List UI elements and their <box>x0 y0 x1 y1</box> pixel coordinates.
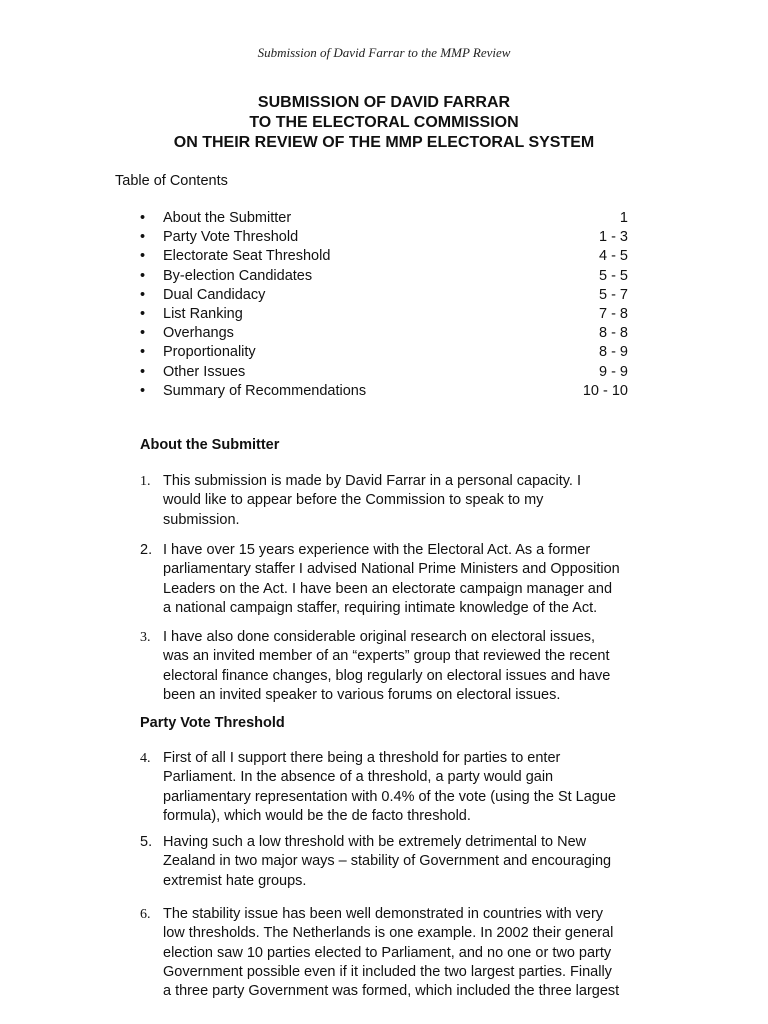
paragraph-number: 4. <box>140 751 151 766</box>
bullet-icon: • <box>140 286 146 303</box>
paragraph-number: 3. <box>140 630 151 645</box>
title-line-3: ON THEIR REVIEW OF THE MMP ELECTORAL SYSTEM <box>173 134 595 151</box>
toc-item-pages: 5 - 5 <box>598 267 628 284</box>
toc-item-label: Party Vote Threshold <box>163 229 299 246</box>
toc-item-proportionality <box>140 343 630 362</box>
paragraph-number: 2. <box>140 542 153 558</box>
toc-heading: Table of Contents <box>115 173 228 189</box>
paragraph-text: This submission is made by David Farrar in a personal capacity. I would like to appear before the Commission to speak to my submission. <box>163 473 581 528</box>
paragraph-3 <box>140 628 660 705</box>
title-line-1: SUBMISSION OF DAVID FARRAR <box>257 94 511 111</box>
bullet-icon: • <box>140 210 146 226</box>
paragraph-text: First of all I support there being a threshold for parties to enter Parliament. In the absence of a threshold, a party would gain parliamentary representation with 0.4% of the vote (using the St Lague formula), which would be the de facto threshold. <box>163 750 616 824</box>
section-heading-party-vote-threshold: Party Vote Threshold <box>140 715 285 731</box>
toc-item-label: Summary of Recommendations <box>163 382 367 399</box>
bullet-icon: • <box>140 229 146 246</box>
toc-item-label: Dual Candidacy <box>163 286 266 303</box>
toc-item-pages: 5 - 7 <box>598 286 628 303</box>
toc-item-list-ranking <box>140 305 630 324</box>
paragraph-2 <box>140 541 660 618</box>
toc-item-overhangs <box>140 324 630 343</box>
toc-item-label: Overhangs <box>163 325 234 342</box>
paragraph-text: Having such a low threshold with be extremely detrimental to New Zealand in two major ways – stability of Government and encouraging extremist hate groups. <box>163 834 612 889</box>
table-of-contents <box>140 209 630 401</box>
bullet-icon: • <box>140 248 146 265</box>
toc-item-dual-candidacy <box>140 286 630 305</box>
paragraph-1 <box>140 472 660 530</box>
toc-item-party-vote-threshold <box>140 228 630 247</box>
toc-item-summary-of-recommendations <box>140 382 630 401</box>
section-heading-about-the-submitter: About the Submitter <box>140 437 280 453</box>
toc-item-label: Other Issues <box>163 363 246 380</box>
toc-item-label: Proportionality <box>163 344 256 361</box>
toc-item-pages: 8 - 8 <box>598 325 628 342</box>
toc-item-pages: 1 <box>619 210 628 226</box>
toc-item-pages: 9 - 9 <box>598 363 628 380</box>
paragraph-text: The stability issue has been well demonstrated in countries with very low thresholds. The Netherlands is one example. In 2002 their general election saw 10 parties elected to Parliament, and no one or two party Government possible even if it included the two largest parties. Finally a three party Government was formed, which included the three largest <box>163 906 620 1000</box>
paragraph-text: I have over 15 years experience with the Electoral Act. As a former parliamentary staffer I advised National Prime Ministers and Opposition Leaders on the Act. I have been an electorate campaign manager and a national campaign staffer, requiring intimate knowledge of the Act. <box>163 542 620 616</box>
running-header: Submission of David Farrar to the MMP Review <box>257 45 511 60</box>
bullet-icon: • <box>140 382 146 399</box>
toc-item-label: List Ranking <box>163 305 243 322</box>
paragraph-4 <box>140 749 660 826</box>
paragraph-text: I have also done considerable original research on electoral issues, was an invited member of an “experts” group that reviewed the recent electoral finance changes, blog regularly on electoral issues and have been an invited speaker to various forums on electoral issues. <box>163 629 611 703</box>
bullet-icon: • <box>140 363 146 380</box>
toc-item-about-the-submitter <box>140 209 630 228</box>
bullet-icon: • <box>140 344 146 361</box>
paragraph-6 <box>140 905 660 1001</box>
toc-item-other-issues <box>140 363 630 382</box>
title-line-2: TO THE ELECTORAL COMMISSION <box>249 114 519 131</box>
bullet-icon: • <box>140 305 146 322</box>
toc-item-pages: 8 - 9 <box>598 344 628 361</box>
toc-item-electorate-seat-threshold <box>140 247 630 266</box>
toc-item-pages: 10 - 10 <box>582 382 628 399</box>
toc-item-pages: 4 - 5 <box>598 248 628 265</box>
toc-item-label: Electorate Seat Threshold <box>163 248 331 265</box>
toc-item-pages: 7 - 8 <box>598 305 628 322</box>
document-title <box>0 93 768 153</box>
toc-item-by-election-candidates <box>140 267 630 286</box>
paragraph-number: 1. <box>140 474 151 489</box>
toc-item-pages: 1 - 3 <box>598 229 628 246</box>
paragraph-number: 6. <box>140 907 151 922</box>
toc-item-label: About the Submitter <box>163 210 292 226</box>
toc-item-label: By-election Candidates <box>163 267 313 284</box>
paragraph-number: 5. <box>140 834 153 850</box>
bullet-icon: • <box>140 325 146 342</box>
bullet-icon: • <box>140 267 146 284</box>
paragraph-5 <box>140 833 660 891</box>
